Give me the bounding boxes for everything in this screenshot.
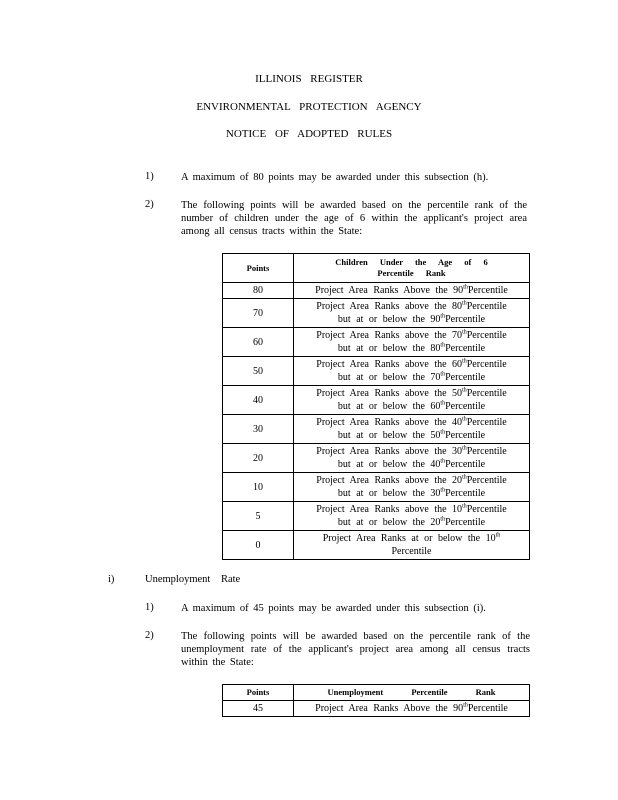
ordinal-suffix: th	[462, 445, 467, 452]
rank-unit: Percentile	[445, 459, 486, 470]
rank-unit: Percentile	[467, 285, 508, 296]
ordinal-suffix: th	[462, 387, 467, 394]
rank-unit: Percentile	[466, 417, 507, 428]
table-row	[223, 415, 530, 444]
rank-line	[294, 503, 529, 516]
rank-description-cell	[294, 415, 530, 444]
rank-text: but at or below the 50	[337, 430, 441, 441]
table-row	[223, 502, 530, 531]
rank-text: but at or below the 40	[337, 459, 441, 470]
ordinal-suffix: th	[462, 329, 467, 336]
rank-unit: Percentile	[466, 388, 507, 399]
ordinal-suffix: th	[462, 503, 467, 510]
rank-description-cell	[294, 328, 530, 357]
rank-line	[294, 387, 529, 400]
ordinal-suffix: th	[440, 458, 446, 465]
header-line-2: ENVIRONMENTAL PROTECTION AGENCY	[196, 101, 422, 113]
rank-description-cell	[294, 386, 530, 415]
points-cell: 50	[223, 357, 294, 386]
rank-text: Project Area Ranks above the 10	[316, 504, 463, 515]
rank-text: Project Area Ranks Above the 90	[315, 703, 464, 714]
points-cell: 45	[223, 701, 294, 717]
header-line-1: ILLINOIS REGISTER	[255, 73, 363, 85]
rank-unit: Percentile	[466, 359, 507, 370]
unemployment-table-body	[223, 701, 530, 717]
ordinal-suffix: th	[495, 532, 501, 539]
section-heading: Unemployment Rate	[145, 574, 241, 585]
ordinal-suffix: th	[462, 358, 467, 365]
item-number: 1)	[145, 602, 154, 613]
rank-unit: Percentile	[445, 517, 486, 528]
rank-line	[294, 487, 529, 500]
rank-description-cell	[294, 502, 530, 531]
header-line-3: NOTICE OF ADOPTED RULES	[225, 128, 393, 140]
rank-line	[294, 342, 529, 355]
rank-line	[294, 371, 529, 384]
paragraph-max-points: A maximum of 45 points may be awarded under this subsection (i).	[181, 603, 486, 614]
rank-unit: Percentile	[445, 343, 486, 354]
table-row	[223, 328, 530, 357]
rank-line	[294, 458, 529, 471]
rank-line	[294, 702, 529, 715]
rank-text: Project Area Ranks above the 30	[316, 446, 463, 457]
table-row	[223, 283, 530, 299]
rank-unit: Percentile	[466, 504, 507, 515]
points-cell: 20	[223, 444, 294, 473]
ordinal-suffix: th	[440, 400, 446, 407]
unemployment-percentile-table	[222, 684, 530, 717]
rank-text: Project Area Ranks above the 60	[316, 359, 463, 370]
children-table-body	[223, 283, 530, 560]
ordinal-suffix: th	[440, 342, 446, 349]
ordinal-suffix: th	[440, 371, 446, 378]
table-row	[223, 701, 530, 717]
rank-text: Project Area Ranks above the 70	[316, 330, 463, 341]
rank-description-cell	[294, 283, 530, 299]
rank-text: Project Area Ranks Above the 90	[315, 285, 464, 296]
item-number: 1)	[145, 171, 154, 182]
points-cell: 80	[223, 283, 294, 299]
points-cell: 10	[223, 473, 294, 502]
rank-text: Project Area Ranks above the 80	[316, 301, 463, 312]
ordinal-suffix: th	[440, 429, 446, 436]
rank-line	[294, 400, 529, 413]
rank-line	[294, 300, 529, 313]
rank-line	[294, 445, 529, 458]
rank-text: Project Area Ranks above the 40	[316, 417, 463, 428]
rank-text: but at or below the 20	[337, 517, 441, 528]
rank-unit: Percentile	[467, 703, 508, 714]
rank-description-cell	[294, 701, 530, 717]
column-header-description: Unemployment Percentile Rank	[294, 685, 530, 701]
rank-text: Percentile	[391, 546, 432, 557]
ordinal-suffix: th	[463, 284, 468, 291]
rank-unit: Percentile	[445, 401, 486, 412]
section-number: i)	[108, 574, 115, 585]
table-row	[223, 299, 530, 328]
ordinal-suffix: th	[440, 516, 446, 523]
points-cell: 5	[223, 502, 294, 531]
rank-line	[294, 474, 529, 487]
table-row	[223, 386, 530, 415]
rank-text: but at or below the 60	[337, 401, 441, 412]
table-row	[223, 357, 530, 386]
column-header-points: Points	[223, 254, 294, 283]
rank-text: but at or below the 70	[337, 372, 441, 383]
ordinal-suffix: th	[462, 474, 467, 481]
rank-line	[294, 284, 529, 297]
ordinal-suffix: th	[440, 313, 446, 320]
rank-text: Project Area Ranks at or below the 10	[322, 533, 496, 544]
table-row	[223, 531, 530, 560]
rank-unit: Percentile	[466, 301, 507, 312]
points-cell: 70	[223, 299, 294, 328]
rank-line	[294, 416, 529, 429]
column-header-description: Children Under the Age of 6 Percentile Rank	[294, 254, 530, 283]
points-cell: 30	[223, 415, 294, 444]
rank-unit: Percentile	[466, 330, 507, 341]
item-number: 2)	[145, 199, 154, 210]
table-row	[223, 473, 530, 502]
rank-unit: Percentile	[466, 475, 507, 486]
rank-text: but at or below the 30	[337, 488, 441, 499]
rank-description-cell	[294, 299, 530, 328]
paragraph-max-points: A maximum of 80 points may be awarded under this subsection (h).	[181, 172, 489, 183]
column-header-points: Points	[223, 685, 294, 701]
ordinal-suffix: th	[440, 487, 446, 494]
paragraph-points-criteria: The following points will be awarded based on the percentile rank of the unemployment rate of the applicant's project area among all census tracts within the State:	[181, 631, 530, 668]
rank-description-cell	[294, 473, 530, 502]
children-percentile-table	[222, 253, 530, 560]
rank-line	[294, 429, 529, 442]
rank-unit: Percentile	[445, 314, 486, 325]
rank-line	[294, 313, 529, 326]
rank-description-cell	[294, 357, 530, 386]
rank-unit: Percentile	[466, 446, 507, 457]
rank-unit: Percentile	[445, 488, 486, 499]
rank-description-cell	[294, 444, 530, 473]
ordinal-suffix: th	[462, 300, 467, 307]
rank-line	[294, 358, 529, 371]
rank-line	[294, 516, 529, 529]
rank-unit: Percentile	[445, 372, 486, 383]
rank-line	[294, 329, 529, 342]
table-row	[223, 444, 530, 473]
rank-text: Project Area Ranks above the 20	[316, 475, 463, 486]
rank-line	[294, 545, 529, 558]
points-cell: 40	[223, 386, 294, 415]
ordinal-suffix: th	[463, 702, 468, 709]
rank-unit: Percentile	[445, 430, 486, 441]
points-cell: 60	[223, 328, 294, 357]
paragraph-points-criteria: The following points will be awarded based on the percentile rank of the number of children under the age of 6 within the applicant's project area among all census tracts within the State:	[181, 200, 527, 237]
rank-text: but at or below the 80	[337, 343, 441, 354]
ordinal-suffix: th	[462, 416, 467, 423]
item-number: 2)	[145, 630, 154, 641]
rank-line	[294, 532, 529, 545]
points-cell: 0	[223, 531, 294, 560]
rank-text: but at or below the 90	[337, 314, 441, 325]
rank-description-cell	[294, 531, 530, 560]
rank-text: Project Area Ranks above the 50	[316, 388, 463, 399]
